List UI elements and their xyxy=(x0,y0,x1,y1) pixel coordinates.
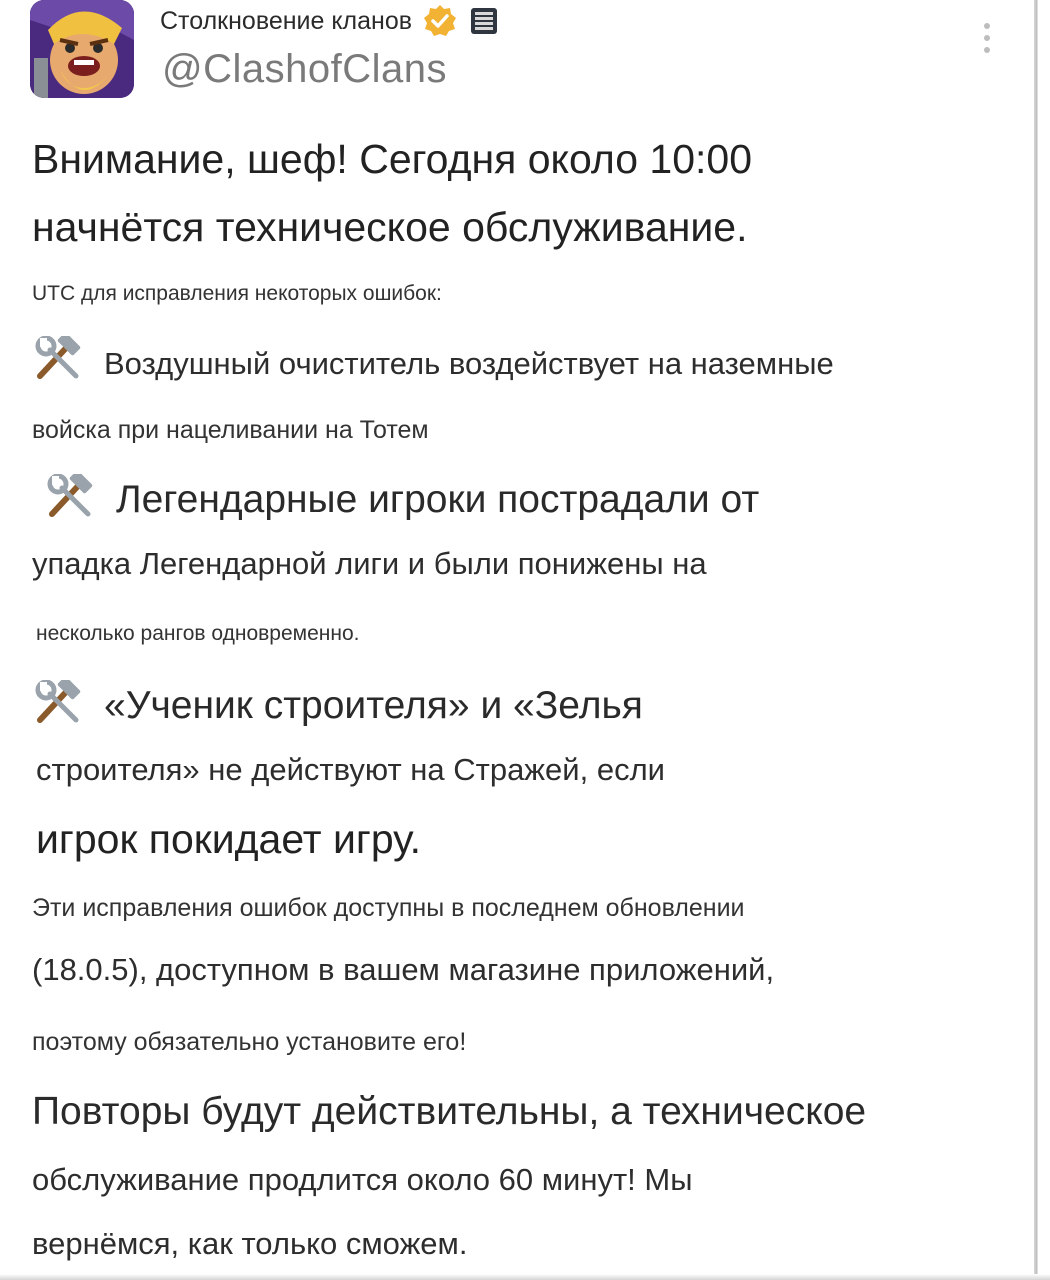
channel-handle[interactable]: @ClashofClans xyxy=(162,47,447,91)
fix-3-line-1-text: «Ученик строителя» и «Зелья xyxy=(104,684,643,727)
channel-name-row xyxy=(160,4,498,38)
note-line-3: поэтому обязательно установите его! xyxy=(32,1028,467,1056)
outro-line-2: обслуживание продлится около 60 минут! Мы xyxy=(32,1162,693,1197)
channel-avatar[interactable] xyxy=(30,0,134,98)
bottom-edge xyxy=(0,1274,1050,1280)
fix-2-line-2: упадка Легендарной лиги и были понижены на xyxy=(32,546,707,581)
right-edge xyxy=(1034,0,1050,1280)
note-line-2: (18.0.5), доступном в вашем магазине приложений, xyxy=(32,952,775,987)
fix-2-line-3: несколько рангов одновременно. xyxy=(36,622,360,645)
fix-1-line-2: войска при нацеливании на Тотем xyxy=(32,416,429,444)
fix-3-line-1 xyxy=(32,680,643,728)
fix-2-line-1-text: Легендарные игроки пострадали от xyxy=(116,478,760,521)
intro-line-3: UTC для исправления некоторых ошибок: xyxy=(32,282,442,305)
outro-line-1: Повторы будут действительны, а техническое xyxy=(32,1090,867,1133)
intro-line-2: начнётся техническое обслуживание. xyxy=(32,204,748,250)
intro-line-1: Внимание, шеф! Сегодня около 10:00 xyxy=(32,136,753,182)
channel-name[interactable]: Столкновение кланов xyxy=(160,6,413,35)
fix-1-line-1 xyxy=(32,336,834,382)
verified-badge-icon xyxy=(422,3,458,39)
more-vertical-icon[interactable] xyxy=(982,20,992,56)
fix-1-line-1-text: Воздушный очиститель воздействует на наземные xyxy=(104,346,834,381)
fix-2-line-1 xyxy=(44,474,759,522)
note-line-1: Эти исправления ошибок доступны в последнем обновлении xyxy=(32,894,745,922)
clash-barbarian-avatar-icon xyxy=(30,0,134,98)
outro-line-3: вернёмся, как только сможем. xyxy=(32,1226,468,1261)
hammer-and-wrench-icon xyxy=(32,680,86,726)
music-note-icon xyxy=(470,7,498,35)
hammer-and-wrench-icon xyxy=(44,474,98,520)
fix-3-line-2: строителя» не действуют на Стражей, если xyxy=(36,752,665,787)
hammer-and-wrench-icon xyxy=(32,336,86,382)
fix-3-line-3: игрок покидает игру. xyxy=(36,816,421,862)
